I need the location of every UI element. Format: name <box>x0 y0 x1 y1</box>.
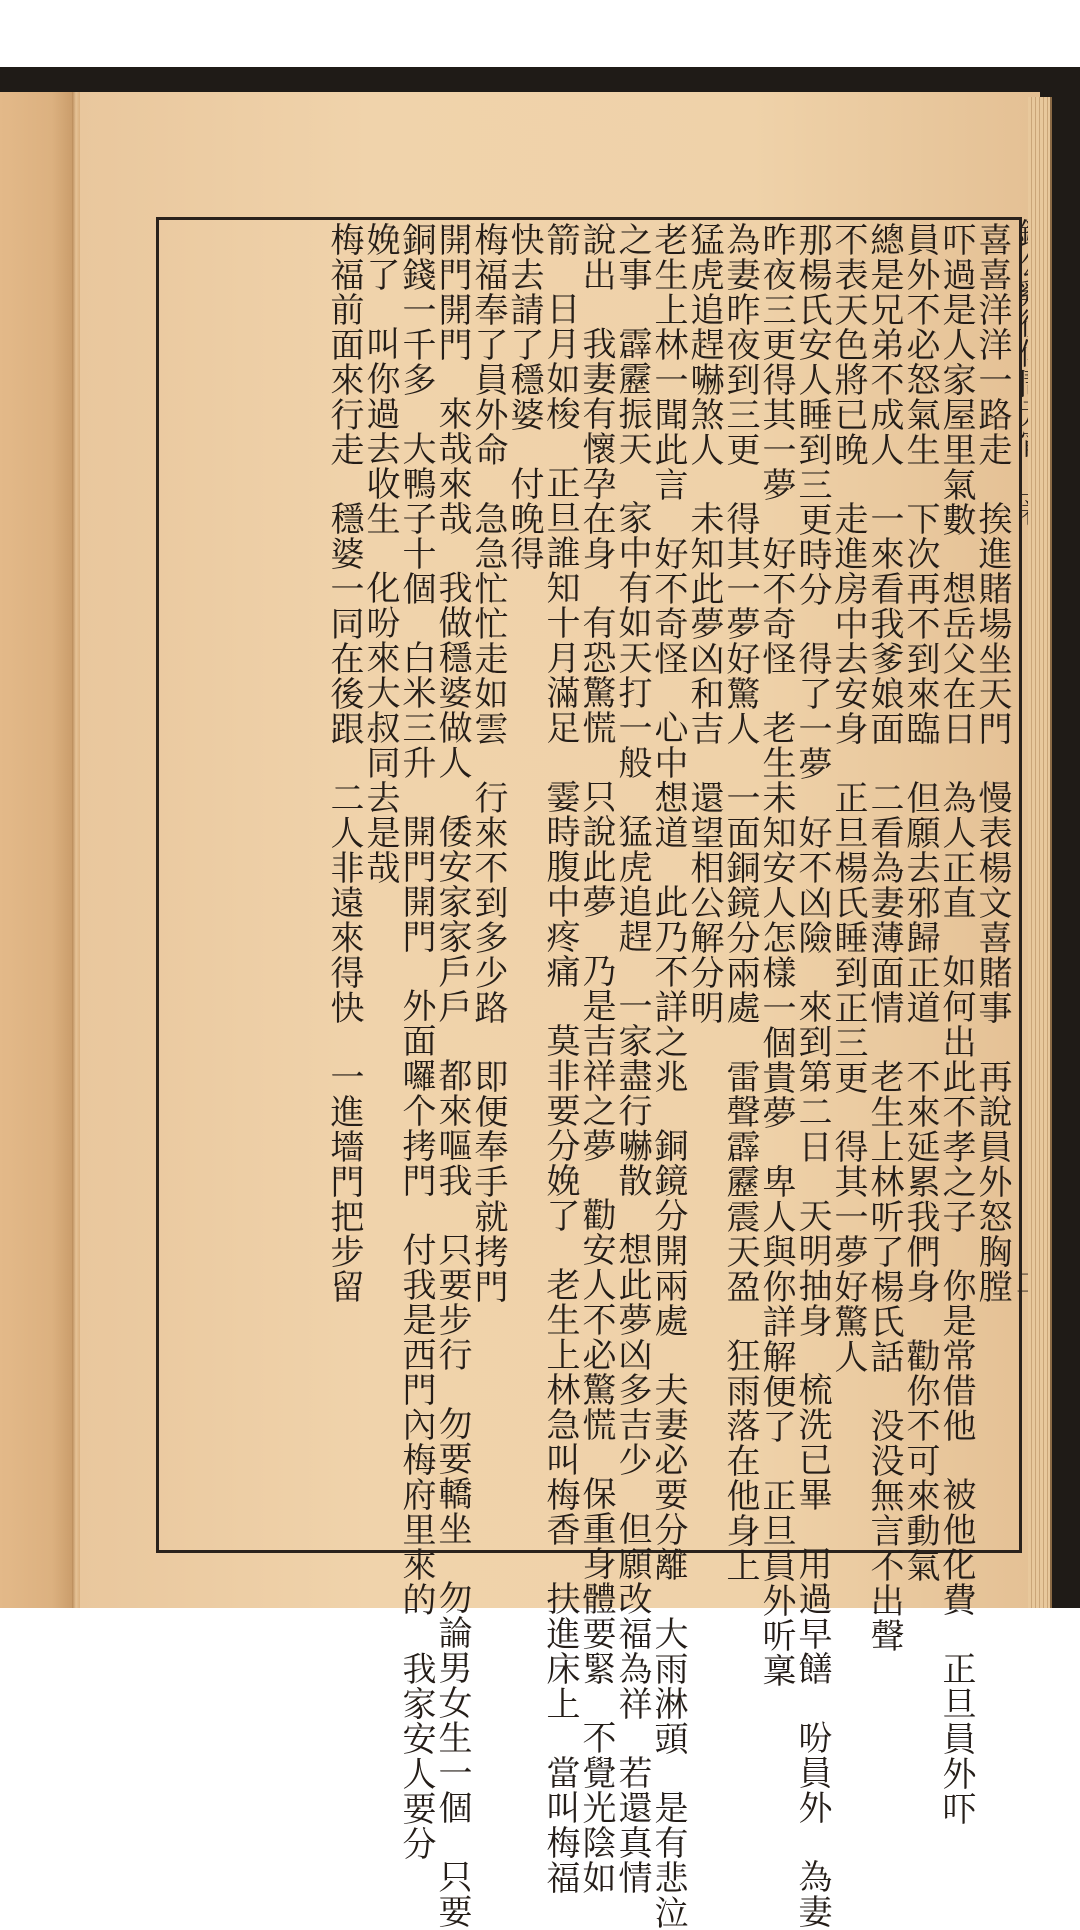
text-column <box>900 222 940 1583</box>
text-segment: 被他化費 <box>936 1477 976 1617</box>
text-segment: 吓過是人家屋里氣數 <box>936 222 976 537</box>
text-segment: 老生未知安人怎樣一個貴夢 <box>756 710 796 1130</box>
text-segment: 梅福奉了員外命 <box>468 222 508 467</box>
text-segment: 我妻有懷孕在身 <box>576 326 616 571</box>
text-segment: 穩婆一同在後跟 <box>324 501 364 746</box>
text-segment: 來哉來哉 <box>432 396 472 536</box>
text-segment: 我做穩婆做人 <box>432 570 472 780</box>
text-segment: 想此夢凶多吉少 <box>612 1232 652 1477</box>
text-segment: 勸安人不必驚慌 <box>576 1197 616 1442</box>
text-segment: 都來嘔我 <box>432 1058 472 1198</box>
text-segment: 那楊氏安人睡到三更時分 <box>792 222 832 607</box>
text-segment: 為妻昨夜到三更 <box>720 222 760 467</box>
text-segment: 勿論男女生一個 <box>432 1580 472 1825</box>
text-segment: 乃是吉祥之夢 <box>576 953 616 1163</box>
text-segment: 心中想道 <box>648 710 688 850</box>
text-segment: 我家安人要分 <box>396 1651 436 1861</box>
text-column <box>540 222 580 1895</box>
text-segment: 雷聲霹靂震天盈 <box>720 1059 760 1304</box>
text-segment: 叫你過去收生 <box>360 326 400 536</box>
vertical-text-block <box>162 222 1012 1930</box>
text-segment: 一家盡行嚇散 <box>612 988 652 1198</box>
text-segment: 勿要轎坐 <box>432 1406 472 1546</box>
text-column <box>470 222 506 1542</box>
text-segment: 娩了 <box>360 222 400 292</box>
text-column <box>864 222 904 1653</box>
text-segment: 老生上林听了楊氏話 <box>864 1059 904 1374</box>
text-segment: 正旦員外吓 <box>936 1651 976 1826</box>
text-segment: 若還真情 <box>612 1755 652 1895</box>
text-segment: 但願改福為祥 <box>612 1511 652 1721</box>
text-segment: 只要步行 <box>432 1232 472 1372</box>
text-segment: 老生上林一聞此言 <box>648 222 688 502</box>
text-column <box>936 222 976 1826</box>
text-segment: 只說此夢 <box>576 779 616 919</box>
text-segment: 下次再不到來臨 <box>900 501 940 746</box>
text-segment: 即便奉手就拷門 <box>468 1059 508 1304</box>
text-segment: 一面銅鏡分兩處 <box>720 780 760 1025</box>
text-segment: 狂雨落在他身上 <box>720 1338 760 1583</box>
text-segment: 一進墻門把步留 <box>324 1059 364 1304</box>
text-segment: 二人非遠來得快 <box>324 780 364 1025</box>
text-segment: 開門開門 <box>432 222 472 362</box>
page-stack-edge <box>1028 97 1052 1608</box>
text-segment: 說出 <box>576 222 616 292</box>
text-segment: 銅鏡分開兩處 <box>648 1128 688 1338</box>
text-column <box>792 222 832 1929</box>
text-segment: 行來不到多少路 <box>468 780 508 1025</box>
text-segment: 不覺光陰如 <box>576 1720 616 1895</box>
text-segment: 霎時腹中疼痛 <box>540 779 580 989</box>
text-segment: 得了一夢 <box>792 641 832 781</box>
text-segment: 日月如梭 <box>540 291 580 431</box>
text-segment: 大雨淋頭 <box>648 1616 688 1756</box>
text-segment: 你是常借他 <box>936 1268 976 1443</box>
text-segment: 付晚得 <box>504 466 544 571</box>
text-segment: 吩員外 <box>792 1720 832 1825</box>
text-segment: 銅錢一千多 <box>396 222 436 397</box>
text-segment: 二看為妻薄面情 <box>864 780 904 1025</box>
text-column <box>506 222 542 1542</box>
text-segment: 好不奇怪 <box>648 536 688 676</box>
text-segment: 來到第二日 <box>792 989 832 1164</box>
text-column <box>648 222 688 1930</box>
text-segment: 保重身體要緊 <box>576 1476 616 1686</box>
text-segment: 有恐驚慌 <box>576 605 616 745</box>
text-segment: 化吩來大叔同去是哉 <box>360 570 400 885</box>
text-segment: 如何出此不孝之子 <box>936 954 976 1234</box>
text-segment: 但願去邪歸正道 <box>900 780 940 1025</box>
text-column <box>396 222 436 1861</box>
text-segment: 快去請了穩婆 <box>504 222 544 432</box>
text-segment: 還望相公解分明 <box>684 780 724 1025</box>
text-segment: 得其一夢好驚人 <box>720 501 760 746</box>
text-segment: 走進房中去安身 <box>828 501 868 746</box>
text-segment: 喜喜洋洋一路走 <box>972 222 1012 467</box>
text-segment: 當叫梅福 <box>540 1755 580 1895</box>
text-segment: 梅福前面來行走 <box>324 222 364 467</box>
text-segment: 一來看我爹娘面 <box>864 501 904 746</box>
text-segment: 梳洗已畢 <box>792 1372 832 1512</box>
text-segment: 慢表楊文喜賭事 <box>972 780 1012 1025</box>
text-segment: 老生上林急叫梅香 <box>540 1267 580 1547</box>
text-segment: 白米三升 <box>396 640 436 780</box>
text-segment: 開門開門 <box>396 814 436 954</box>
text-segment: 得其一夢好驚人 <box>828 1129 868 1374</box>
text-segment: 夫妻必要分離 <box>648 1372 688 1582</box>
text-segment: 外面囉个拷門 <box>396 988 436 1198</box>
text-segment: 正旦楊氏睡到正三更 <box>828 780 868 1095</box>
text-column <box>974 222 1010 1542</box>
text-segment: 員外不必怒氣生 <box>900 222 940 467</box>
text-segment: 大鴨子十個 <box>396 431 436 606</box>
text-segment: 霹靂振天 <box>612 326 652 466</box>
text-segment: 猛虎追趕嚇煞人 <box>684 222 724 467</box>
text-segment: 莫非要分娩了 <box>540 1023 580 1233</box>
left-page-edge <box>0 92 74 1608</box>
text-segment: 好不奇怪 <box>756 536 796 676</box>
text-segment: 挨進賭場坐天門 <box>972 501 1012 746</box>
text-column <box>612 222 652 1895</box>
text-segment: 為人正直 <box>936 780 976 920</box>
text-column <box>362 222 398 1542</box>
scanned-book-spread <box>0 67 1080 1930</box>
text-segment: 不表天色將已晚 <box>828 222 868 467</box>
text-segment: 此乃不詳之兆 <box>648 884 688 1094</box>
text-segment: 為妻 <box>792 1859 832 1929</box>
text-column <box>756 222 796 1688</box>
text-segment: 扶進床上 <box>540 1581 580 1721</box>
text-segment: 天明抽身 <box>792 1198 832 1338</box>
text-column <box>720 222 760 1583</box>
text-column <box>830 222 866 1542</box>
text-segment: 不來延累我們身 <box>900 1059 940 1304</box>
text-segment: 好不凶險 <box>792 815 832 955</box>
text-column <box>432 222 472 1929</box>
text-segment: 總是兄弟不成人 <box>864 222 904 467</box>
text-column <box>576 222 616 1895</box>
text-segment: 付我是西門內梅府里來的 <box>396 1232 436 1617</box>
text-segment: 昨夜三更得其一夢 <box>756 222 796 502</box>
text-segment: 箭 <box>540 222 580 257</box>
text-segment: 想岳父在日 <box>936 571 976 746</box>
text-segment: 急急忙忙走如雲 <box>468 501 508 746</box>
text-column <box>326 222 362 1542</box>
text-segment: 用過早饍 <box>792 1546 832 1686</box>
book-page <box>80 92 1040 1930</box>
text-segment: 没没無言不出聲 <box>864 1408 904 1653</box>
text-segment: 再說員外怒胸膛 <box>972 1059 1012 1304</box>
text-segment: 猛虎追趕 <box>612 814 652 954</box>
text-segment: 家中有如天打一般 <box>612 500 652 780</box>
text-segment: 卑人與你詳解便了 <box>756 1164 796 1444</box>
book-gutter <box>72 92 80 1608</box>
text-column <box>686 222 722 1542</box>
text-segment: 正旦誰知十月滿足 <box>540 465 580 745</box>
text-segment: 倭安家家戶戶 <box>432 814 472 1024</box>
text-segment: 勸你不可來動氣 <box>900 1338 940 1583</box>
text-segment: 正旦員外听稟 <box>756 1478 796 1688</box>
text-segment: 之事 <box>612 222 652 292</box>
text-segment: 是有悲泣 <box>648 1790 688 1930</box>
text-segment: 未知此夢凶和吉 <box>684 501 724 746</box>
text-segment: 只要 <box>432 1859 472 1929</box>
